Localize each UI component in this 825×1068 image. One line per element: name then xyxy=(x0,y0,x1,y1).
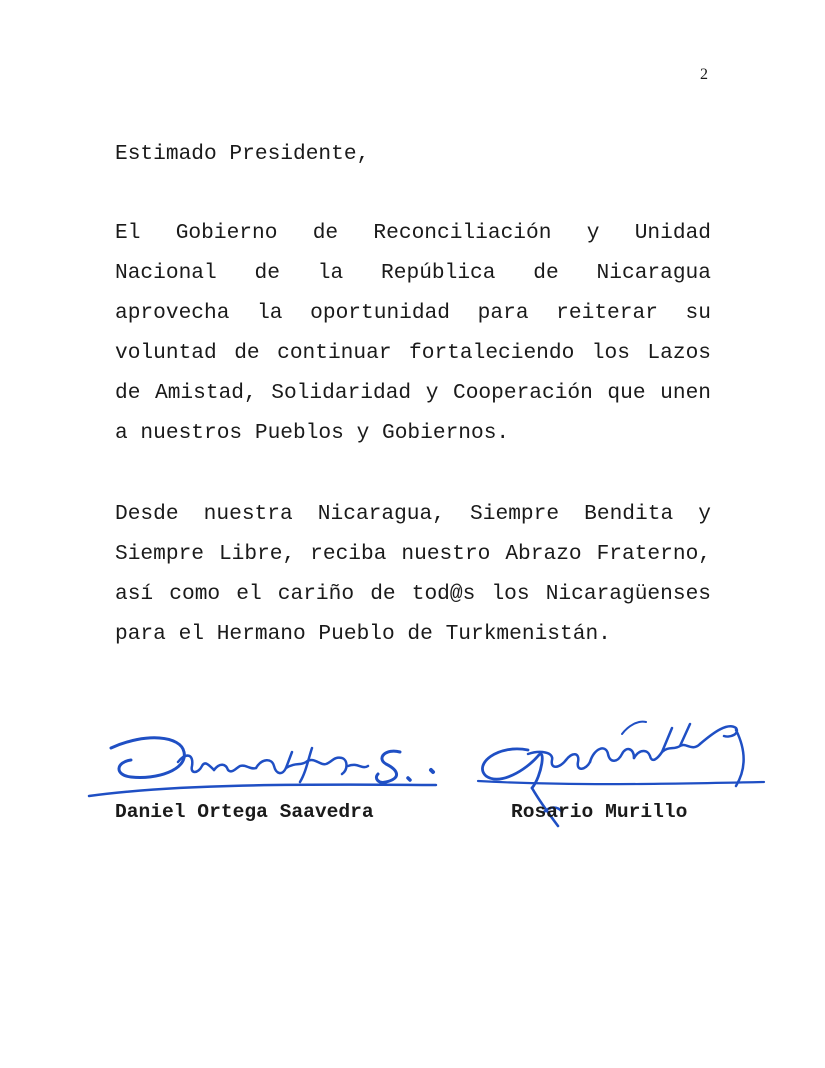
body-paragraph: Desde nuestra Nicaragua, Siempre Bendita y Siempre Libre, reciba nuestro Abrazo Fraterno, así como el cariño de tod@s los Nicaragüenses para el Hermano Pueblo de Turkmenistán. xyxy=(115,502,711,646)
salutation: Estimado Presidente, xyxy=(115,142,370,166)
page-number: 2 xyxy=(700,66,708,83)
signer-name: Daniel Ortega Saavedra xyxy=(115,801,374,823)
signer-name: Rosario Murillo xyxy=(511,801,688,823)
body-paragraph: El Gobierno de Reconciliación y Unidad Nacional de la República de Nicaragua aprovecha la oportunidad para reiterar su voluntad de continuar fortaleciendo los Lazos de Amistad, Solidaridad y Cooperación que unen a nuestros Pueblos y Gobiernos. xyxy=(115,221,711,445)
